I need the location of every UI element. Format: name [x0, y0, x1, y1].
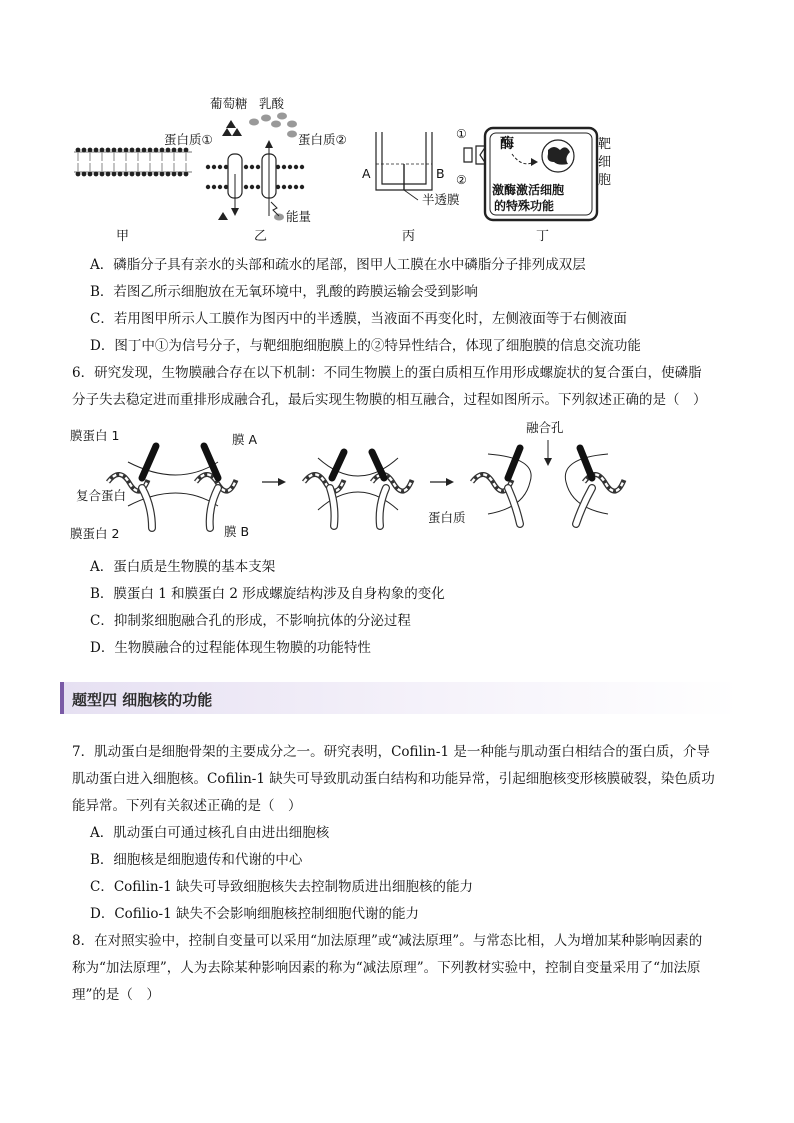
label-special-function: 的特殊功能: [494, 199, 555, 213]
section-heading-accent: [60, 682, 64, 714]
fusion-stage-3: [472, 420, 624, 524]
q6-option-c: C．抑制浆细胞融合孔的形成，不影响抗体的分泌过程: [90, 613, 411, 629]
q5-option-b: B．若图乙所示细胞放在无氧环境中，乳酸的跨膜运输会受到影响: [90, 284, 478, 300]
lactate-molecule: [249, 119, 259, 126]
sublabel-ding: 丁: [536, 229, 550, 242]
label-target-2: 细: [598, 155, 612, 170]
fusion-stage-1: [70, 428, 257, 541]
label-semipermeable-membrane: 半透膜: [422, 192, 460, 207]
q7-stem-line-3: 能异常。下列有关叙述正确的是（ ）: [72, 798, 302, 814]
sublabel-bing: 丙: [402, 229, 416, 242]
panel-yi-transport: [164, 96, 347, 224]
label-fusion-pore: 融合孔: [526, 420, 564, 435]
label-b: B: [436, 166, 445, 181]
label-target-3: 胞: [598, 173, 612, 188]
panel-bing-u-tube: [362, 132, 460, 207]
q5-option-d: D．图丁中①为信号分子，与靶细胞细胞膜上的②特异性结合，体现了细胞膜的信息交流功能: [90, 338, 641, 354]
fusion-stage-2: [304, 452, 412, 526]
label-complex-protein: 复合蛋白: [76, 488, 127, 503]
signal-molecule: [464, 148, 472, 162]
q8-stem-line-2: 称为“加法原理”，人为去除某种影响因素的称为“减法原理”。下列教材实验中，控制自变量采用了“加法原: [72, 960, 701, 976]
q8-stem-line-3: 理”的是（ ）: [72, 987, 160, 1003]
label-protein-1: 蛋白质①: [164, 132, 213, 147]
label-a: A: [362, 166, 371, 181]
label-membrane-protein-1: 膜蛋白 1: [70, 428, 120, 443]
q7-option-b: B．细胞核是细胞遗传和代谢的中心: [90, 852, 303, 868]
section-heading-text: 题型四 细胞核的功能: [72, 691, 213, 709]
q7-option-d: D．Cofilio-1 缺失不会影响细胞核控制细胞代谢的能力: [90, 906, 419, 922]
q7-stem-line-1: 7．肌动蛋白是细胞骨架的主要成分之一。研究表明，Cofilin-1 是一种能与肌动蛋白相结合的蛋白质，介导: [72, 744, 710, 760]
q6-stem-line-1: 6．研究发现，生物膜融合存在以下机制：不同生物膜上的蛋白质相互作用形成螺旋状的复合蛋白，使磷脂: [72, 365, 702, 381]
label-circle-2: ②: [456, 173, 467, 187]
label-glucose: 葡萄糖: [210, 96, 248, 111]
label-protein: 蛋白质: [428, 510, 466, 525]
q5-option-c: C．若用图甲所示人工膜作为图丙中的半透膜，当液面不再变化时，左侧液面等于右侧液面: [90, 311, 627, 327]
q7-option-c: C．Cofilin-1 缺失可导致细胞核失去控制物质进出细胞核的能力: [90, 879, 474, 895]
sublabel-jia: 甲: [116, 229, 130, 242]
q6-option-a: A．蛋白质是生物膜的基本支架: [90, 559, 276, 575]
figure-membrane-diagrams: [60, 92, 620, 242]
label-membrane-b: 膜 B: [224, 524, 250, 539]
label-lactate: 乳酸: [259, 96, 285, 111]
q5-option-a: A．磷脂分子具有亲水的头部和疏水的尾部，图甲人工膜在水中磷脂分子排列成双层: [90, 257, 586, 273]
label-membrane-a: 膜 A: [232, 432, 258, 447]
label-energy: 能量: [286, 209, 312, 224]
q7-stem-line-2: 肌动蛋白进入细胞核。Cofilin-1 缺失可导致肌动蛋白结构和功能异常，引起细胞核变形核膜破裂，染色质功: [72, 771, 715, 787]
q8-stem-line-1: 8．在对照实验中，控制自变量可以采用“加法原理”或“减法原理”。与常态比相，人为增加某种影响因素的: [72, 933, 703, 949]
label-membrane-protein-2: 膜蛋白 2: [70, 526, 120, 541]
sublabel-yi: 乙: [254, 229, 268, 242]
label-protein-2: 蛋白质②: [298, 132, 347, 147]
q6-option-b: B．膜蛋白 1 和膜蛋白 2 形成螺旋结构涉及自身构象的变化: [90, 586, 445, 602]
panel-jia-bilayer: [74, 148, 192, 177]
label-circle-1: ①: [456, 127, 467, 141]
label-target-1: 靶: [598, 137, 612, 152]
glucose-triangle: [226, 120, 236, 128]
label-kinase-activates: 激酶激活细胞: [492, 183, 565, 197]
membrane-protein-1-shape: [142, 446, 156, 478]
panel-ding-signaling: [456, 127, 611, 220]
q7-option-a: A．肌动蛋白可通过核孔自由进出细胞核: [90, 825, 330, 841]
q6-option-d: D．生物膜融合的过程能体现生物膜的功能特性: [90, 640, 371, 656]
q6-stem-line-2: 分子失去稳定进而重排形成融合孔，最后实现生物膜的相互融合，过程如图所示。下列叙述正确的是（ ）: [72, 392, 707, 408]
figure-membrane-fusion: [68, 418, 648, 546]
section-heading: [60, 682, 740, 714]
label-enzyme: 酶: [500, 136, 514, 152]
